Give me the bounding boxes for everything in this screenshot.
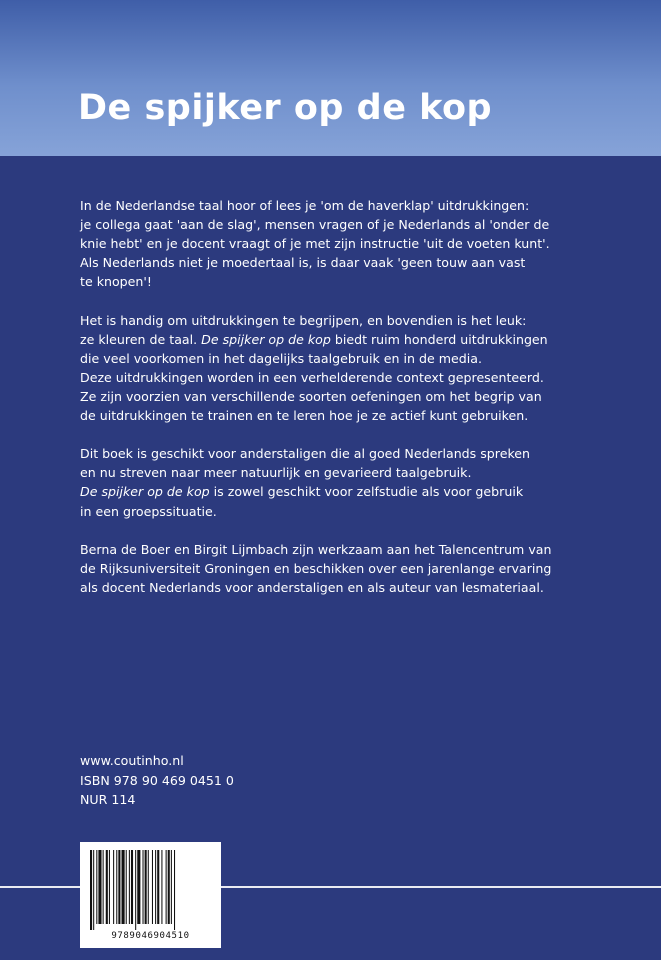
- barcode-bar: [118, 850, 120, 924]
- barcode-bar: [166, 850, 167, 924]
- book-title-italic: De spijker op de kop: [80, 484, 210, 500]
- blurb-line: [80, 330, 620, 349]
- barcode-bar: [143, 850, 144, 924]
- barcode-number: 9789046904510: [111, 931, 190, 941]
- blurb-line: [80, 444, 620, 463]
- blurb-text: knie hebt' en je docent vraagt of je met zijn instructie 'uit de voeten kunt'.: [80, 236, 550, 252]
- barcode-bar: [93, 850, 94, 930]
- barcode-bar: [98, 850, 101, 924]
- blurb-text: de uitdrukkingen te trainen en te leren hoe je ze actief kunt gebruiken.: [80, 408, 529, 424]
- barcode-bar: [145, 850, 147, 924]
- blurb-text: de Rijksuniversiteit Groningen en beschikken over een jarenlange ervaring: [80, 560, 552, 576]
- blurb-line: [80, 349, 620, 368]
- barcode-bar: [155, 850, 156, 924]
- blurb-line: [80, 559, 620, 578]
- blurb-line: [80, 196, 620, 215]
- blurb-text: Ze zijn voorzien van verschillende soorten oefeningen om het begrip van: [80, 388, 542, 404]
- barcode-bar: [152, 850, 153, 924]
- back-cover-blurb: [80, 196, 620, 616]
- barcode-bar: [96, 850, 97, 924]
- barcode-bar: [113, 850, 114, 924]
- blurb-text: die veel voorkomen in het dagelijks taalgebruik en in de media.: [80, 350, 483, 366]
- barcode-bar: [161, 850, 162, 924]
- blurb-line: [80, 234, 620, 253]
- blurb-line: [80, 272, 620, 291]
- blurb-text: Deze uitdrukkingen worden in een verhelderende context gepresenteerd.: [80, 369, 544, 385]
- blurb-text: en nu streven naar meer natuurlijk en gevarieerd taalgebruik.: [80, 465, 472, 481]
- blurb-text: te knopen'!: [80, 274, 152, 290]
- barcode-bar: [131, 850, 133, 924]
- book-title: De spijker op de kop: [78, 88, 493, 128]
- blurb-line: [80, 463, 620, 482]
- barcode-bar: [174, 850, 175, 930]
- blurb-line: [80, 406, 620, 425]
- blurb-paragraph: [80, 540, 620, 597]
- barcode-bar: [157, 850, 159, 924]
- blurb-text: biedt ruim honderd uitdrukkingen: [330, 331, 548, 347]
- publisher-website: www.coutinho.nl: [80, 753, 184, 768]
- barcode-bar: [116, 850, 117, 924]
- blurb-text: In de Nederlandse taal hoor of lees je 'om de haverklap' uitdrukkingen:: [80, 198, 530, 213]
- barcode-bar: [122, 850, 125, 924]
- barcode-bars: [88, 850, 213, 930]
- blurb-line: [80, 502, 620, 521]
- blurb-text: als docent Nederlands voor anderstaligen en als auteur van lesmateriaal.: [80, 579, 544, 595]
- title-band: [0, 0, 661, 156]
- blurb-text: is zowel geschikt voor zelfstudie als voor gebruik: [209, 484, 524, 500]
- barcode-bar: [129, 850, 130, 924]
- barcode-bar: [90, 850, 92, 930]
- blurb-text: Als Nederlands niet je moedertaal is, is daar vaak 'geen touw aan vast: [80, 255, 526, 271]
- barcode: [80, 842, 221, 948]
- blurb-line: [80, 253, 620, 272]
- nur-code: NUR 114: [80, 792, 136, 807]
- blurb-paragraph: [80, 311, 620, 426]
- barcode-bar: [126, 850, 127, 924]
- publisher-info: [80, 751, 234, 810]
- blurb-line: [80, 311, 620, 330]
- blurb-paragraph: [80, 444, 620, 520]
- blurb-line: [80, 387, 620, 406]
- blurb-line: [80, 215, 620, 234]
- blurb-paragraph: [80, 196, 620, 291]
- barcode-bar: [109, 850, 110, 924]
- barcode-bar: [106, 850, 108, 924]
- blurb-text: Het is handig om uitdrukkingen te begrijpen, en bovendien is het leuk:: [80, 312, 527, 328]
- isbn-number: ISBN 978 90 469 0451 0: [80, 772, 234, 788]
- barcode-bar: [168, 850, 170, 924]
- blurb-text: ze kleuren de taal.: [80, 331, 202, 347]
- blurb-line: [80, 482, 620, 501]
- barcode-bar: [137, 850, 140, 924]
- barcode-bar: [148, 850, 149, 924]
- barcode-bar: [103, 850, 104, 924]
- blurb-line: [80, 578, 620, 597]
- book-title-italic: De spijker op de kop: [201, 331, 331, 347]
- blurb-line: [80, 540, 620, 559]
- barcode-bar: [135, 850, 136, 930]
- barcode-bar: [171, 850, 172, 924]
- blurb-text: Berna de Boer en Birgit Lijmbach zijn werkzaam aan het Talencentrum van: [80, 541, 552, 557]
- blurb-text: in een groepssituatie.: [80, 503, 217, 519]
- blurb-text: je collega gaat 'aan de slag', mensen vragen of je Nederlands al 'onder de: [80, 217, 550, 233]
- blurb-line: [80, 368, 620, 387]
- blurb-text: Dit boek is geschikt voor anderstaligen die al goed Nederlands spreken: [80, 446, 531, 462]
